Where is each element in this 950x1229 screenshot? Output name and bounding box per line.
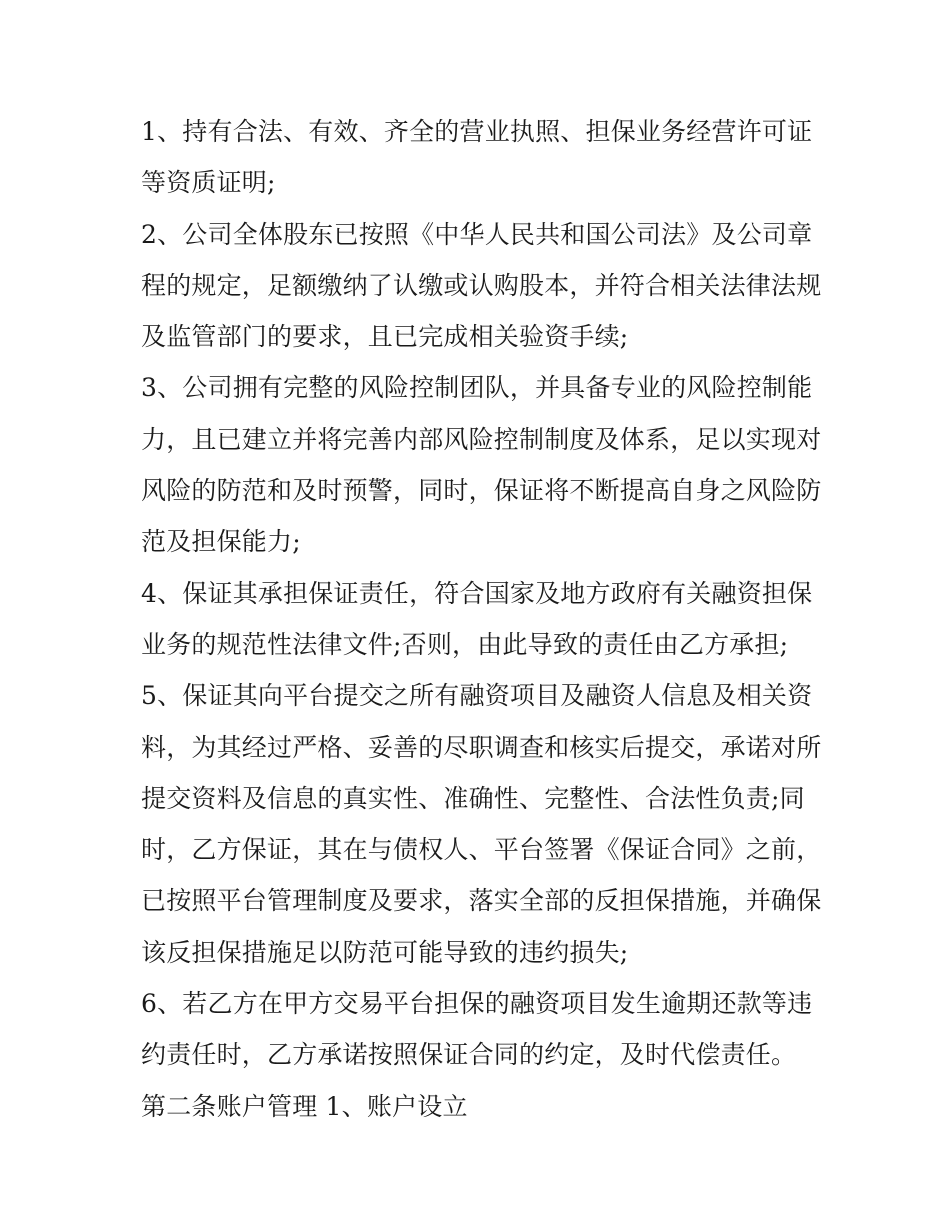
text-line: 等资质证明; [141, 168, 276, 198]
text-line: 力，且已建立并将完善内部风险控制制度及体系，足以实现对 [141, 424, 822, 454]
text-line: 时，乙方保证，其在与债权人、平台签署《保证合同》之前， [141, 835, 822, 865]
section-heading: 第二条账户管理 1、账户设立 [141, 1091, 468, 1121]
text-line: 5、保证其向平台提交之所有融资项目及融资人信息及相关资 [141, 681, 813, 711]
text-line: 1、持有合法、有效、齐全的营业执照、担保业务经营许可证 [141, 117, 813, 146]
text-line: 已按照平台管理制度及要求，落实全部的反担保措施，并确保 [141, 886, 822, 916]
text-line: 风险的防范和及时预警，同时，保证将不断提高自身之风险防 [141, 476, 822, 506]
text-line: 程的规定，足额缴纳了认缴或认购股本，并符合相关法律法规 [141, 270, 822, 300]
text-line: 范及担保能力; [141, 527, 301, 557]
document-body [141, 106, 821, 1132]
text-line: 及监管部门的要求，且已完成相关验资手续; [141, 322, 629, 352]
text-line: 4、保证其承担保证责任，符合国家及地方政府有关融资担保 [141, 578, 813, 608]
text-line: 约责任时，乙方承诺按照保证合同的约定，及时代偿责任。 [141, 1040, 797, 1070]
text-line: 业务的规范性法律文件;否则，由此导致的责任由乙方承担; [141, 629, 789, 659]
text-line: 提交资料及信息的真实性、准确性、完整性、合法性负责;同 [141, 783, 805, 813]
text-line: 料，为其经过严格、妥善的尽职调查和核实后提交，承诺对所 [141, 732, 822, 762]
text-line: 该反担保措施足以防范可能导致的违约损失; [141, 937, 629, 967]
text-line: 6、若乙方在甲方交易平台担保的融资项目发生逾期还款等违 [141, 989, 813, 1019]
text-line: 3、公司拥有完整的风险控制团队，并具备专业的风险控制能 [141, 373, 813, 403]
text-line: 2、公司全体股东已按照《中华人民共和国公司法》及公司章 [141, 219, 813, 249]
